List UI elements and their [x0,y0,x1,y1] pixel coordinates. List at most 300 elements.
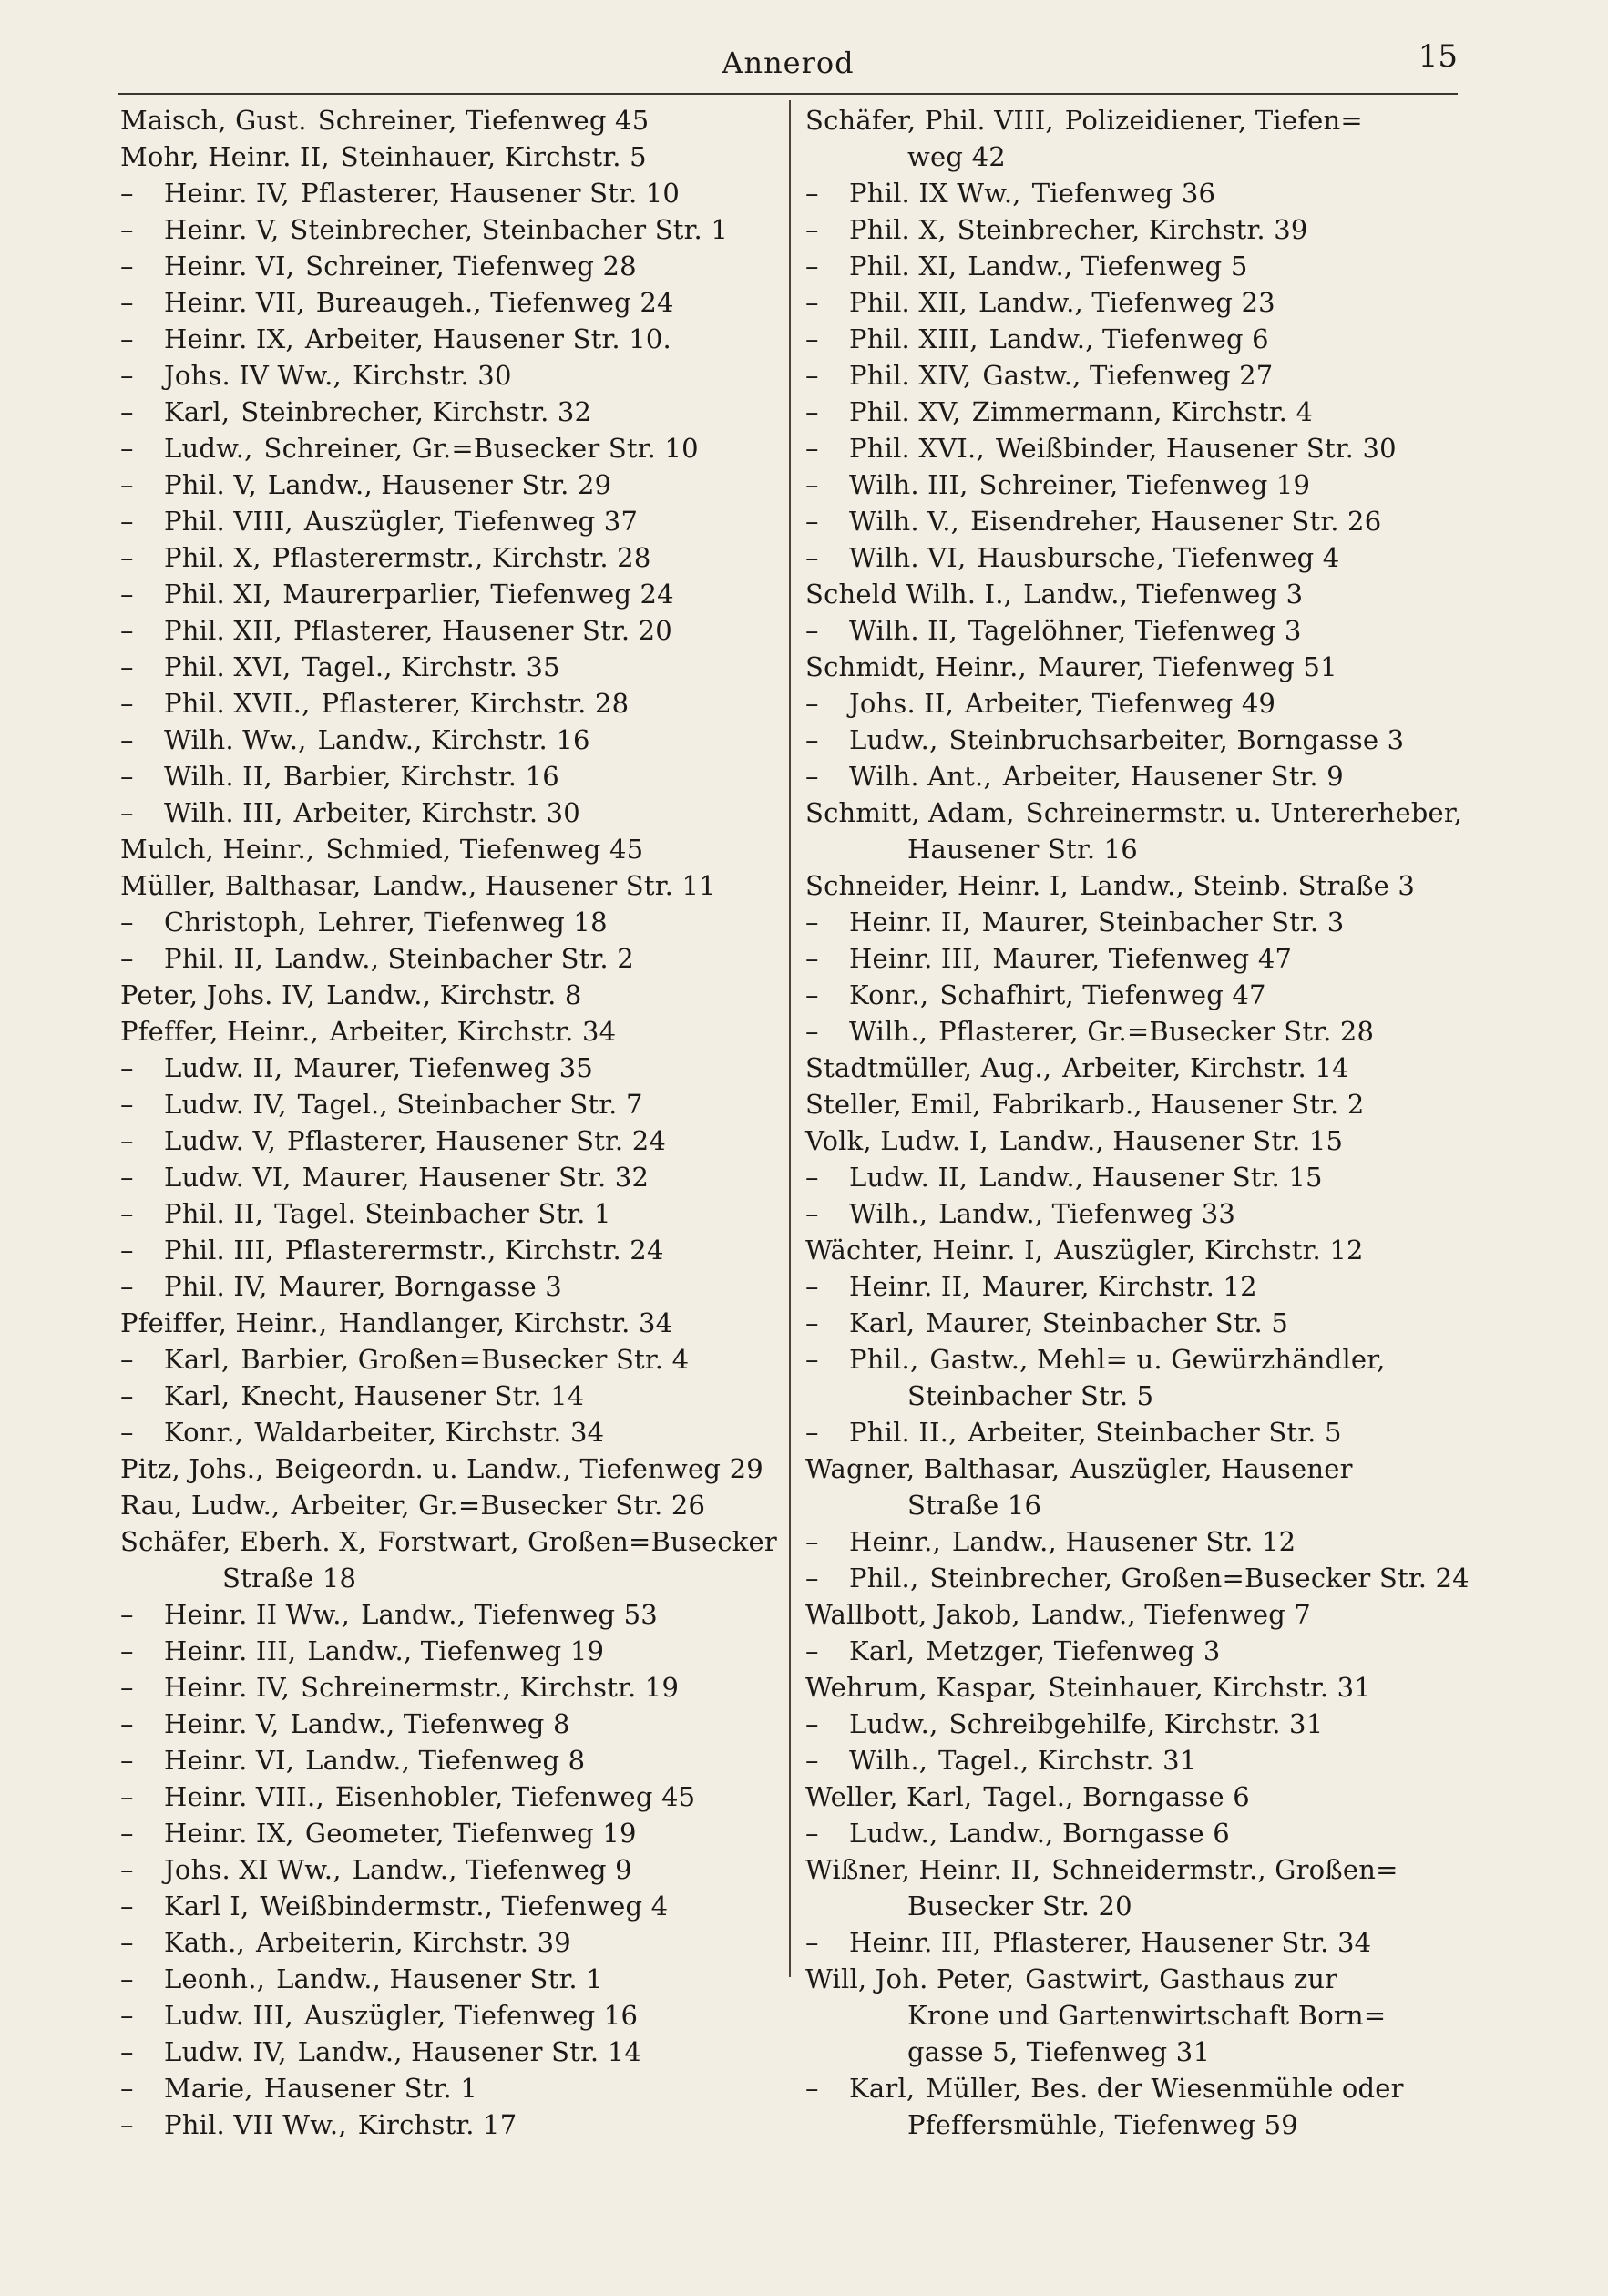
repeat-dash: – [120,761,134,792]
entry-name: Heinr. II, [849,1271,971,1302]
repeat-dash: – [805,1635,819,1666]
directory-entry [805,649,1452,685]
directory-entry [805,904,1452,940]
repeat-dash: – [805,396,819,427]
directory-entry [120,357,769,394]
directory-entry [120,685,769,722]
entry-details: Steinbruchsarbeiter, Borngasse 3 [948,724,1405,755]
entry-details: Pflasterer, Gr.=Busecker Str. 28 [938,1016,1375,1047]
entry-details: Schmied, Tiefenweg 45 [325,834,644,865]
entry-details: Auszügler, Kirchstr. 12 [1054,1235,1364,1266]
entry-name: Heinr. VI, [164,251,295,282]
directory-entry [120,1633,769,1669]
directory-entry [805,685,1452,722]
repeat-dash: – [120,1198,134,1229]
repeat-dash: – [120,1781,134,1812]
directory-entry [120,2106,769,2143]
directory-entry [805,2070,1452,2106]
directory-entry [805,394,1452,430]
repeat-dash: – [120,1235,134,1266]
entry-name: Phil., [849,1563,919,1594]
directory-entry [120,1961,769,1997]
directory-entry [120,1523,777,1560]
repeat-dash: – [120,287,134,318]
entry-name: Johs. IV Ww., [164,360,342,391]
directory-entry [120,175,769,211]
entry-details: Hausbursche, Tiefenweg 4 [977,542,1340,573]
entry-name: Konr., [849,979,929,1010]
entry-details: Auszügler, Tiefenweg 16 [303,2000,639,2031]
repeat-dash: – [120,1344,134,1375]
entry-name: Karl, [849,1307,916,1338]
entry-name: Heinr. VII, [164,287,305,318]
directory-entry [120,1195,769,1232]
repeat-dash: – [120,1854,134,1885]
directory-entry [120,940,769,977]
directory-entry [805,794,1463,831]
entry-name: Phil. XVI, [164,651,292,682]
directory-entry [120,612,769,649]
entry-details: Tagel. Steinbacher Str. 1 [274,1198,611,1229]
entry-name: Phil. VIII, [164,506,293,537]
entry-details: Beigeordn. u. Landw., Tiefenweg 29 [274,1453,763,1484]
right-column [805,102,1470,2143]
directory-entry [120,1742,769,1778]
repeat-dash: – [120,651,134,682]
entry-name: Weller, Karl, [805,1781,973,1812]
entry-name: Phil. XVI., [849,433,985,464]
entry-details: Schreibgehilfe, Kirchstr. 31 [948,1708,1324,1739]
entry-details: Steinhauer, Kirchstr. 5 [340,141,647,172]
entry-name: Phil. XIV, [849,360,972,391]
entry-details: Schreiner, Tiefenweg 28 [305,251,637,282]
repeat-dash: – [120,907,134,938]
directory-entry [805,175,1452,211]
repeat-dash: – [120,579,134,610]
entry-name: Wächter, Heinr. I, [805,1235,1044,1266]
directory-entry [120,867,769,904]
directory-entry [120,503,769,539]
repeat-dash: – [805,323,819,354]
repeat-dash: – [805,1745,819,1776]
repeat-dash: – [805,214,819,245]
entry-details: Eisenhobler, Tiefenweg 45 [334,1781,696,1812]
entry-details: Landw., Hausener Str. 29 [267,469,612,500]
entry-name: Ludw. II, [164,1052,283,1083]
repeat-dash: – [805,178,819,209]
directory-entry [120,1013,769,1050]
entry-details: Schneidermstr., Großen= [1051,1854,1398,1885]
repeat-dash: – [805,1271,819,1302]
entry-name: Mohr, Heinr. II, [120,141,330,172]
entry-name: Wilh., [849,1198,928,1229]
directory-entry [805,1195,1452,1232]
entry-name: Wilh. III, [164,797,283,828]
entry-details: Schreinermstr. u. Untererheber, [1025,797,1463,828]
entry-details: Pflasterer, Hausener Str. 10 [301,178,681,209]
repeat-dash: – [805,688,819,719]
directory-entry [805,1961,1452,1997]
entry-name: Maisch, Gust. [120,105,307,136]
entry-details: Landw., Tiefenweg 9 [352,1854,632,1885]
entry-details: Maurer, Tiefenweg 51 [1037,651,1337,682]
entry-details: Pflasterer, Hausener Str. 20 [292,615,672,646]
entry-details: Arbeiter, Tiefenweg 49 [965,688,1276,719]
repeat-dash: – [120,1708,134,1739]
entry-name: Wilh. Ant., [849,761,992,792]
entry-name: Ludw. V, [164,1125,277,1156]
entry-details: Müller, Bes. der Wiesenmühle oder [926,2073,1404,2104]
repeat-dash: – [120,724,134,755]
repeat-dash: – [805,1708,819,1739]
directory-entry [120,2034,769,2070]
directory-entry [120,1450,769,1487]
repeat-dash: – [120,323,134,354]
entry-name: Heinr. II, [849,907,971,938]
entry-name: Phil. III, [164,1235,274,1266]
directory-entry [805,1341,1452,1378]
entry-name: Phil. XVII., [164,688,311,719]
entry-name: Ludw. VI, [164,1162,292,1193]
directory-entry [120,1851,769,1888]
repeat-dash: – [120,433,134,464]
repeat-dash: – [805,1927,819,1958]
directory-entry [805,758,1452,794]
repeat-dash: – [120,797,134,828]
entry-details: Tagelöhner, Tiefenweg 3 [968,615,1302,646]
entry-name: Johs. II, [849,688,955,719]
directory-entry [120,1232,769,1268]
entry-name: Phil. II, [164,1198,264,1229]
entry-details: Maurer, Steinbacher Str. 3 [981,907,1345,938]
repeat-dash: – [120,542,134,573]
entry-name: Phil., [849,1344,919,1375]
entry-details: Barbier, Großen=Busecker Str. 4 [241,1344,690,1375]
entry-name: Volk, Ludw. I, [805,1125,988,1156]
directory-entry [120,1122,769,1159]
directory-entry [805,1851,1452,1888]
entry-details: Maurer, Borngasse 3 [278,1271,562,1302]
directory-entry [120,1378,769,1414]
directory-entry [120,1924,769,1961]
repeat-dash: – [120,469,134,500]
entry-details: Tiefenweg 36 [1031,178,1216,209]
repeat-dash: – [120,615,134,646]
entry-details: Steinbrecher, Kirchstr. 32 [241,396,592,427]
entry-continuation [805,2106,1452,2143]
directory-entry [805,1268,1452,1305]
entry-details: Landw., Hausener Str. 15 [978,1162,1323,1193]
entry-details: Maurer, Hausener Str. 32 [302,1162,650,1193]
entry-name: Ludw. II, [849,1162,968,1193]
entry-details: Kirchstr. 17 [357,2109,517,2140]
entry-details: Landw., Tiefenweg 33 [938,1198,1236,1229]
entry-name: Wißner, Heinr. II, [805,1854,1041,1885]
entry-details: Tagel., Borngasse 6 [983,1781,1250,1812]
directory-entry [120,1706,769,1742]
directory-entry [805,1414,1452,1450]
entry-details: Eisendreher, Hausener Str. 26 [970,506,1382,537]
directory-entry [805,1450,1452,1487]
directory-entry [805,722,1452,758]
repeat-dash: – [805,1344,819,1375]
entry-details: Landw., Borngasse 6 [948,1818,1230,1849]
directory-entry [120,394,769,430]
directory-entry [805,248,1452,284]
continuation-text: Pfeffersmühle, Tiefenweg 59 [907,2109,1298,2140]
entry-details: Arbeiter, Kirchstr. 14 [1062,1052,1349,1083]
entry-details: Pflasterer, Kirchstr. 28 [321,688,630,719]
entry-name: Phil. XV, [849,396,961,427]
entry-details: Schreinermstr., Kirchstr. 19 [301,1672,680,1703]
directory-entry [120,1268,769,1305]
repeat-dash: – [805,1198,819,1229]
entry-name: Phil. X, [849,214,947,245]
entry-name: Heinr. IV, [164,178,291,209]
directory-entry [120,539,769,576]
entry-name: Heinr. VI, [164,1745,295,1776]
continuation-text: Busecker Str. 20 [907,1891,1132,1922]
entry-details: Landw., Tiefenweg 19 [307,1635,605,1666]
left-column [120,102,777,2143]
entry-name: Steller, Emil, [805,1089,981,1120]
entry-name: Phil. XI, [164,579,272,610]
entry-name: Pfeffer, Heinr., [120,1016,319,1047]
entry-name: Johs. XI Ww., [164,1854,342,1885]
entry-name: Wilh. II, [164,761,272,792]
entry-details: Landw., Steinbacher Str. 2 [274,943,634,974]
directory-entry [120,2070,769,2106]
repeat-dash: – [120,1417,134,1448]
entry-details: Landw., Tiefenweg 7 [1030,1599,1312,1630]
repeat-dash: – [120,178,134,209]
entry-name: Heinr. II Ww., [164,1599,351,1630]
entry-name: Karl, [164,1344,230,1375]
directory-entry [120,794,769,831]
entry-details: Tagel., Steinbacher Str. 7 [297,1089,643,1120]
continuation-text: Straße 18 [222,1563,357,1594]
entry-details: Geometer, Tiefenweg 19 [304,1818,637,1849]
repeat-dash: – [120,1818,134,1849]
entry-details: Landw., Kirchstr. 16 [317,724,590,755]
entry-details: Auszügler, Tiefenweg 37 [303,506,639,537]
directory-entry [120,1669,769,1706]
directory-entry [120,1596,769,1633]
entry-details: Gastw., Mehl= u. Gewürzhändler, [929,1344,1386,1375]
entry-details: Pflasterermstr., Kirchstr. 28 [271,542,651,573]
repeat-dash: – [805,506,819,537]
entry-details: Landw., Hausener Str. 15 [999,1125,1344,1156]
entry-name: Phil. XII, [164,615,282,646]
entry-details: Forstwart, Großen=Busecker [377,1526,777,1557]
entry-continuation [805,2034,1452,2070]
entry-details: Tagel., Kirchstr. 31 [938,1745,1197,1776]
entry-name: Karl, [849,1635,916,1666]
page-number: 15 [1418,38,1458,75]
entry-details: Landw., Tiefenweg 53 [361,1599,658,1630]
entry-name: Heinr. IX, [164,323,294,354]
entry-name: Pfeiffer, Heinr., [120,1307,328,1338]
entry-name: Wagner, Balthasar, [805,1453,1060,1484]
entry-details: Arbeiter, Kirchstr. 30 [293,797,580,828]
entry-name: Heinr. V, [164,214,280,245]
directory-entry [805,1596,1452,1633]
repeat-dash: – [805,287,819,318]
directory-entry [805,357,1452,394]
directory-entry [120,1305,769,1341]
directory-entry [805,1050,1452,1086]
continuation-text: Straße 16 [907,1490,1042,1521]
repeat-dash: – [120,1052,134,1083]
repeat-dash: – [120,2036,134,2067]
repeat-dash: – [120,506,134,537]
entry-name: Phil. VII Ww., [164,2109,347,2140]
repeat-dash: – [805,360,819,391]
entry-name: Pitz, Johs., [120,1453,264,1484]
repeat-dash: – [120,1927,134,1958]
entry-name: Wilh. III, [849,469,968,500]
entry-name: Rau, Ludw., [120,1490,281,1521]
entry-name: Phil. IX Ww., [849,178,1021,209]
repeat-dash: – [805,1016,819,1047]
entry-details: Maurer, Tiefenweg 47 [992,943,1293,974]
directory-entry [120,248,769,284]
entry-continuation [805,1487,1452,1523]
continuation-text: weg 42 [907,141,1006,172]
entry-name: Ludw., [849,1708,938,1739]
entry-details: Landw., Tiefenweg 5 [968,251,1248,282]
repeat-dash: – [805,943,819,974]
directory-entry [120,1888,769,1924]
directory-entry [805,284,1452,321]
entry-details: Weißbinder, Hausener Str. 30 [995,433,1397,464]
directory-entry [120,466,769,503]
entry-name: Müller, Balthasar, [120,870,362,901]
repeat-dash: – [805,1307,819,1338]
entry-details: Landw., Tiefenweg 6 [988,323,1269,354]
directory-entry [120,1487,769,1523]
entry-details: Zimmermann, Kirchstr. 4 [971,396,1314,427]
repeat-dash: – [805,979,819,1010]
entry-details: Hausener Str. 1 [263,2073,478,2104]
directory-entry [120,904,769,940]
entry-details: Steinbrecher, Kirchstr. 39 [957,214,1308,245]
repeat-dash: – [120,2109,134,2140]
repeat-dash: – [120,214,134,245]
directory-entry [805,466,1452,503]
entry-name: Ludw. IV, [164,1089,287,1120]
directory-entry [120,1159,769,1195]
repeat-dash: – [805,907,819,938]
entry-details: Auszügler, Hausener [1070,1453,1353,1484]
entry-name: Wehrum, Kaspar, [805,1672,1038,1703]
directory-entry [805,321,1452,357]
entry-continuation [805,138,1452,175]
directory-entry [120,430,769,466]
continuation-text: gasse 5, Tiefenweg 31 [907,2036,1211,2067]
entry-name: Phil. IV, [164,1271,268,1302]
repeat-dash: – [120,1380,134,1411]
entry-continuation [805,1378,1452,1414]
entry-details: Landw., Steinb. Straße 3 [1079,870,1416,901]
repeat-dash: – [805,1526,819,1557]
header-rule [118,93,1458,95]
directory-entry [805,539,1452,576]
directory-entry [805,1778,1452,1815]
entry-name: Wilh. VI, [849,542,967,573]
entry-details: Steinhauer, Kirchstr. 31 [1048,1672,1371,1703]
entry-name: Mulch, Heinr., [120,834,315,865]
directory-entry [805,1924,1452,1961]
directory-entry [120,831,769,867]
entry-name: Ludw., [849,724,938,755]
entry-details: Waldarbeiter, Kirchstr. 34 [254,1417,605,1448]
repeat-dash: – [120,396,134,427]
repeat-dash: – [805,469,819,500]
repeat-dash: – [120,1162,134,1193]
directory-entry [805,1669,1452,1706]
entry-name: Peter, Johs. IV, [120,979,316,1010]
entry-continuation [805,1997,1452,2034]
directory-entry [120,722,769,758]
directory-entry [120,977,769,1013]
entry-name: Wilh., [849,1016,928,1047]
repeat-dash: – [120,1599,134,1630]
directory-entry [120,1050,769,1086]
directory-entry [805,1523,1452,1560]
entry-name: Scheld Wilh. I., [805,579,1013,610]
entry-name: Wilh., [849,1745,928,1776]
entry-continuation [805,831,1452,867]
repeat-dash: – [805,433,819,464]
entry-details: Landw., Kirchstr. 8 [326,979,582,1010]
entry-name: Phil. XI, [849,251,958,282]
entry-details: Landw., Hausener Str. 11 [372,870,716,901]
entry-name: Heinr. IV, [164,1672,291,1703]
repeat-dash: – [805,1162,819,1193]
entry-details: Fabrikarb., Hausener Str. 2 [991,1089,1365,1120]
entry-name: Leonh., [164,1963,266,1994]
entry-name: Ludw. III, [164,2000,293,2031]
continuation-text: Krone und Gartenwirtschaft Born= [907,2000,1387,2031]
directory-entry [120,321,769,357]
entry-details: Bureaugeh., Tiefenweg 24 [315,287,674,318]
directory-entry [805,1742,1452,1778]
entry-details: Handlanger, Kirchstr. 34 [338,1307,673,1338]
directory-entry [120,1778,769,1815]
entry-name: Ludw., [849,1818,938,1849]
repeat-dash: – [120,2000,134,2031]
entry-details: Landw., Hausener Str. 1 [276,1963,603,1994]
entry-name: Wilh. II, [849,615,958,646]
entry-name: Christoph, [164,907,307,938]
repeat-dash: – [120,1125,134,1156]
entry-details: Pflasterer, Hausener Str. 34 [992,1927,1372,1958]
entry-details: Landw., Tiefenweg 3 [1023,579,1304,610]
repeat-dash: – [805,1818,819,1849]
entry-name: Stadtmüller, Aug., [805,1052,1052,1083]
column-divider [789,100,791,1977]
repeat-dash: – [805,615,819,646]
directory-entry [805,102,1452,138]
entry-name: Schneider, Heinr. I, [805,870,1069,901]
entry-name: Karl, [849,2073,916,2104]
repeat-dash: – [120,1891,134,1922]
directory-entry [805,612,1452,649]
page-title: Annerod [722,46,855,80]
repeat-dash: – [805,251,819,282]
directory-entry [120,1414,769,1450]
